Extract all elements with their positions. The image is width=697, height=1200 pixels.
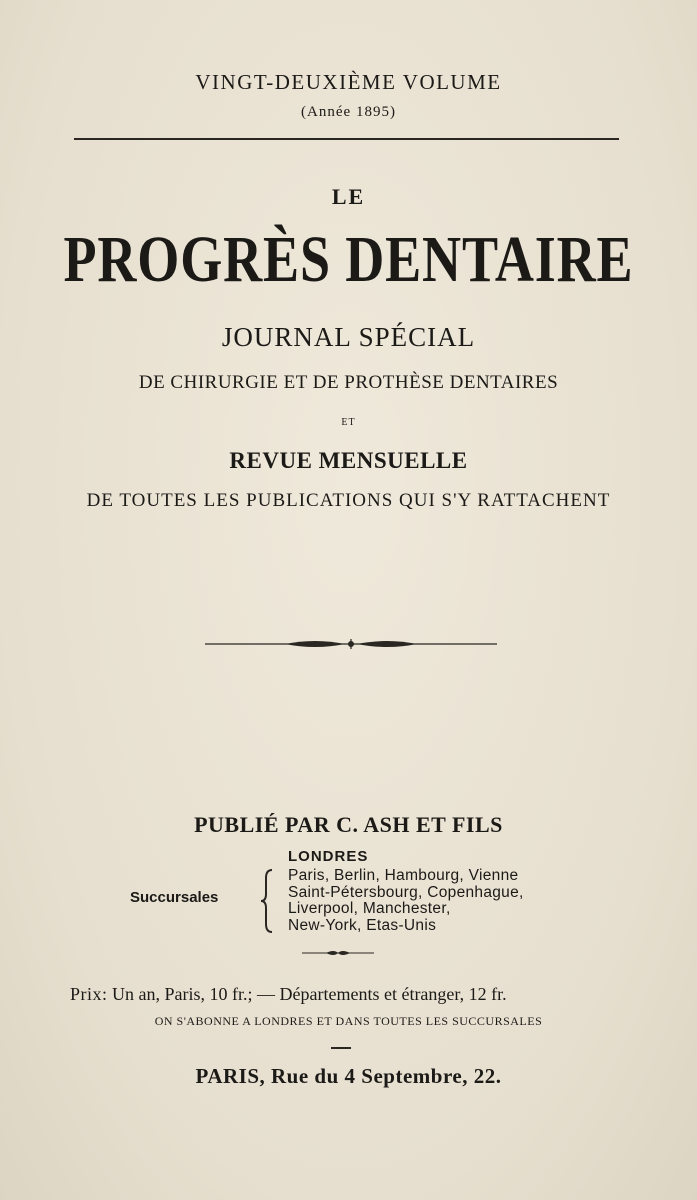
branch-line: Paris, Berlin, Hambourg, Vienne	[288, 867, 519, 884]
branches-label: Succursales	[130, 889, 219, 906]
ornament-divider-icon	[205, 636, 497, 652]
small-ornament-icon	[302, 948, 374, 958]
branches-list	[288, 868, 524, 934]
price-label: Prix:	[70, 984, 108, 1004]
conjunction-et: ET	[341, 417, 356, 428]
journal-subtitle: DE CHIRURGIE ET DE PROTHÈSE DENTAIRES	[138, 372, 559, 393]
revue-subtitle: DE TOUTES LES PUBLICATIONS QUI S'Y RATTACHENT	[86, 490, 611, 511]
short-dash-divider	[331, 1047, 351, 1049]
publisher-line: PUBLIÉ PAR C. ASH ET FILS	[194, 812, 503, 837]
branch-line: Saint-Pétersbourg, Copenhague,	[288, 883, 524, 901]
journal-type: JOURNAL SPÉCIAL	[221, 322, 476, 352]
volume-heading: VINGT-DEUXIÈME VOLUME	[195, 70, 502, 94]
publisher-address: PARIS, Rue du 4 Septembre, 22.	[195, 1064, 502, 1088]
journal-title: PROGRÈS DENTAIRE	[63, 223, 634, 296]
curly-brace-icon	[258, 868, 278, 934]
revue-heading: REVUE MENSUELLE	[229, 448, 468, 473]
volume-year: (Année 1895)	[301, 104, 396, 120]
subscription-note: ON S'ABONNE A LONDRES ET DANS TOUTES LES SUCCURSALES	[154, 1014, 543, 1028]
price-line	[70, 984, 507, 1005]
top-rule-divider	[74, 138, 619, 140]
publisher-head-office: LONDRES	[288, 848, 369, 865]
branch-line: New-York, Etas-Unis	[288, 916, 437, 934]
title-article: LE	[331, 184, 366, 209]
branch-line: Liverpool, Manchester,	[288, 900, 451, 917]
price-text: Un an, Paris, 10 fr.; — Départements et étranger, 12 fr.	[112, 984, 507, 1004]
